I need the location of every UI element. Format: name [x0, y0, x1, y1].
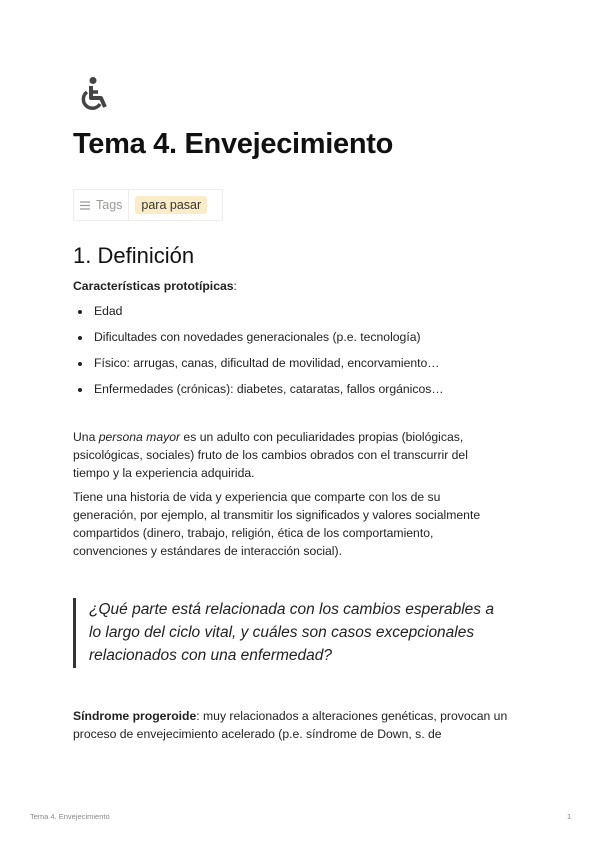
paragraph-line: compartidos (dinero, trabajo, religión, ética de los comportamiento,: [73, 526, 434, 540]
page-title: Tema 4. Envejecimiento: [73, 128, 394, 160]
bullet-dot: [78, 336, 82, 340]
bullet-dot: [78, 362, 82, 366]
paragraph-line: [73, 709, 507, 723]
footer-title: Tema 4. Envejecimiento: [30, 812, 110, 821]
paragraph-line: [73, 430, 463, 444]
bold-term: Síndrome progeroide: [73, 709, 197, 723]
section-heading: 1. Definición: [73, 243, 195, 268]
wheelchair-icon: [80, 76, 112, 112]
list-item: Enfermedades (crónicas): diabetes, cataratas, fallos orgánicos…: [94, 382, 444, 396]
quote-line: lo largo del ciclo vital, y cuáles son casos excepcionales: [89, 624, 475, 641]
text: Una: [73, 430, 99, 444]
list-item: Edad: [94, 304, 123, 318]
paragraph-line: generación, por ejemplo, al transmitir los significados y valores socialmente: [73, 508, 481, 522]
italic-term: persona mayor: [98, 430, 181, 444]
list-item: Físico: arrugas, canas, dificultad de movilidad, encorvamiento…: [94, 356, 440, 370]
paragraph-line: psicológicas, sociales) fruto de los cambios obrados con el transcurrir del: [73, 448, 468, 462]
paragraph-line: proceso de envejecimiento acelerado (p.e. síndrome de Down, s. de: [73, 727, 442, 741]
paragraph-line: convenciones y estándares de interacción social).: [73, 544, 342, 558]
bullet-dot: [78, 310, 82, 314]
quote-bar: [73, 598, 76, 668]
tag-pill[interactable]: para pasar: [135, 196, 207, 214]
text: es un adulto con peculiaridades propias (biológicas,: [180, 430, 464, 444]
text: : muy relacionados a alteraciones genéticas, provocan un: [196, 709, 508, 723]
tags-label: [74, 190, 129, 220]
list-icon: [80, 201, 90, 210]
bullet-dot: [78, 388, 82, 392]
tags-property[interactable]: [73, 189, 223, 221]
quote-line: relacionados con una enfermedad?: [89, 647, 333, 664]
paragraph-line: Tiene una historia de vida y experiencia que comparte con los de su: [73, 490, 441, 504]
quote-line: ¿Qué parte está relacionada con los cambios esperables a: [89, 601, 494, 618]
subtitle-text: Características prototípicas: [73, 279, 234, 293]
paragraph-line: tiempo y la experiencia adquirida.: [73, 466, 255, 480]
page-number: 1: [567, 812, 572, 821]
list-item: Dificultades con novedades generacionales (p.e. tecnología): [94, 330, 421, 344]
subtitle: [73, 279, 237, 293]
subtitle-colon: :: [233, 279, 237, 293]
tags-label-text: Tags: [96, 198, 123, 212]
